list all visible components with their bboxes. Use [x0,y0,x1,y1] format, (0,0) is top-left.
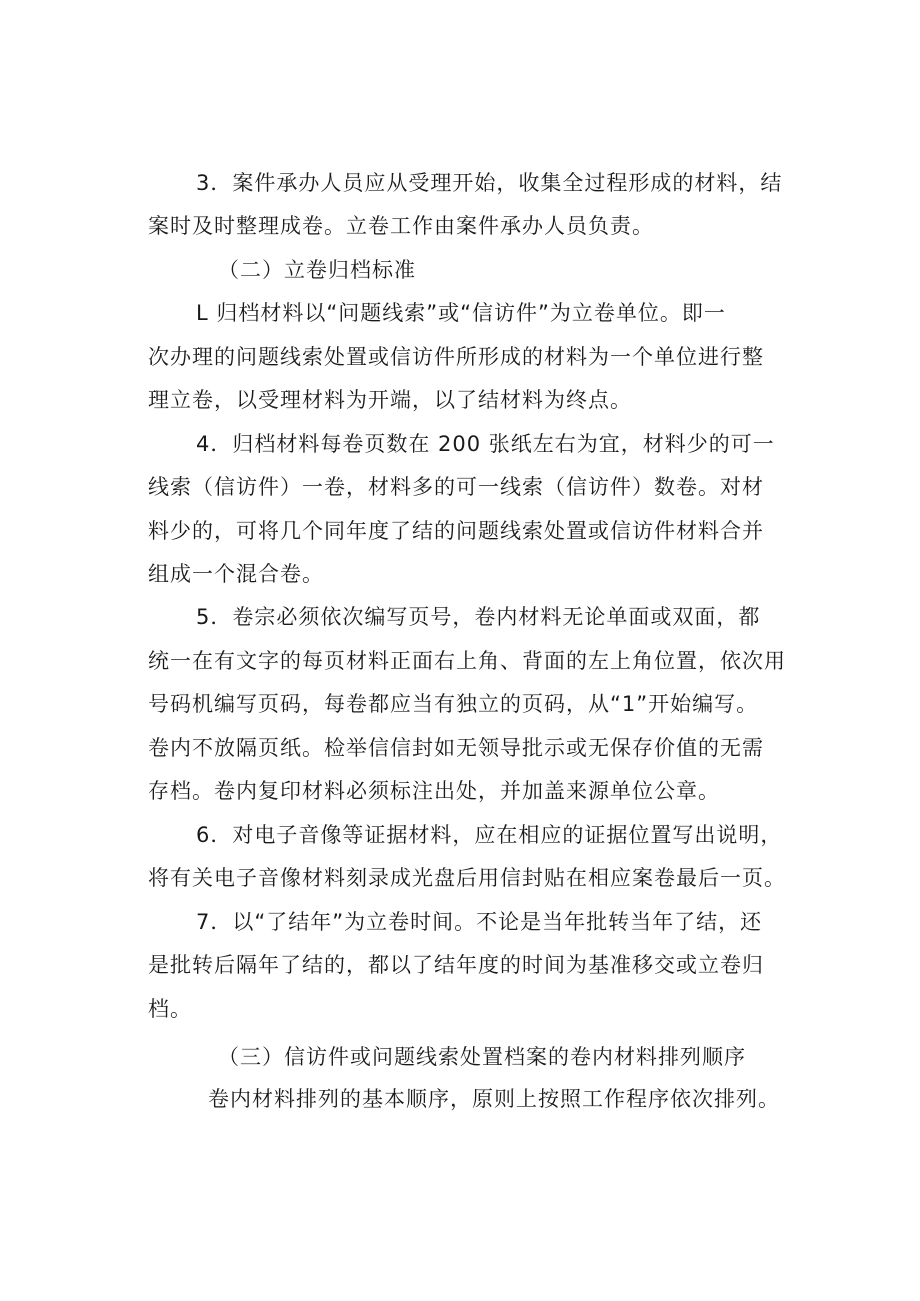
text-line: 组成一个混合卷。 [148,562,324,586]
section-heading: （二）立卷归档标准 [218,258,416,282]
text-line: 7．以“了结年”为立卷时间。不论是当年批转当年了结，还 [196,910,763,934]
text-line: 案时及时整理成卷。立卷工作由案件承办人员负责。 [148,214,654,238]
text-line: 线索（信访件）一卷，材料多的可一线索（信访件）数卷。对材 [148,475,764,499]
text-line: 档。 [148,997,192,1021]
text-line: 4．归档材料每卷页数在 200 张纸左右为宜，材料少的可一 [196,432,775,456]
text-line: 是批转后隔年了结的，都以了结年度的时间为基准移交或立卷归 [148,953,764,977]
text-line: 6．对电子音像等证据材料，应在相应的证据位置写出说明， [196,823,783,847]
text-line: 料少的，可将几个同年度了结的问题线索处置或信访件材料合并 [148,519,764,543]
text-line: 存档。卷内复印材料必须标注出处，并加盖来源单位公章。 [148,779,720,803]
text-line: 3．案件承办人员应从受理开始，收集全过程形成的材料，结 [196,171,783,195]
text-line: 次办理的问题线索处置或信访件所形成的材料为一个单位进行整 [148,345,764,369]
text-line: 号码机编写页码，每卷都应当有独立的页码，从“1”开始编写。 [148,692,759,716]
text-line: 统一在有文字的每页材料正面右上角、背面的左上角位置，依次用 [148,649,786,673]
section-heading: （三）信访件或问题线索处置档案的卷内材料排列顺序 [218,1045,746,1069]
text-line: 将有关电子音像材料刻录成光盘后用信封贴在相应案卷最后一页。 [148,866,786,890]
text-line: 卷内不放隔页纸。检举信信封如无领导批示或无保存价值的无需 [148,736,764,760]
text-line: 5．卷宗必须依次编写页号，卷内材料无论单面或双面，都 [196,605,761,629]
text-line: 理立卷，以受理材料为开端，以了结材料为终点。 [148,388,632,412]
text-line: 卷内材料排列的基本顺序，原则上按照工作程序依次排列。 [208,1087,780,1111]
text-line: L 归档材料以“问题线索”或“信访件”为立卷单位。即一 [196,301,726,325]
